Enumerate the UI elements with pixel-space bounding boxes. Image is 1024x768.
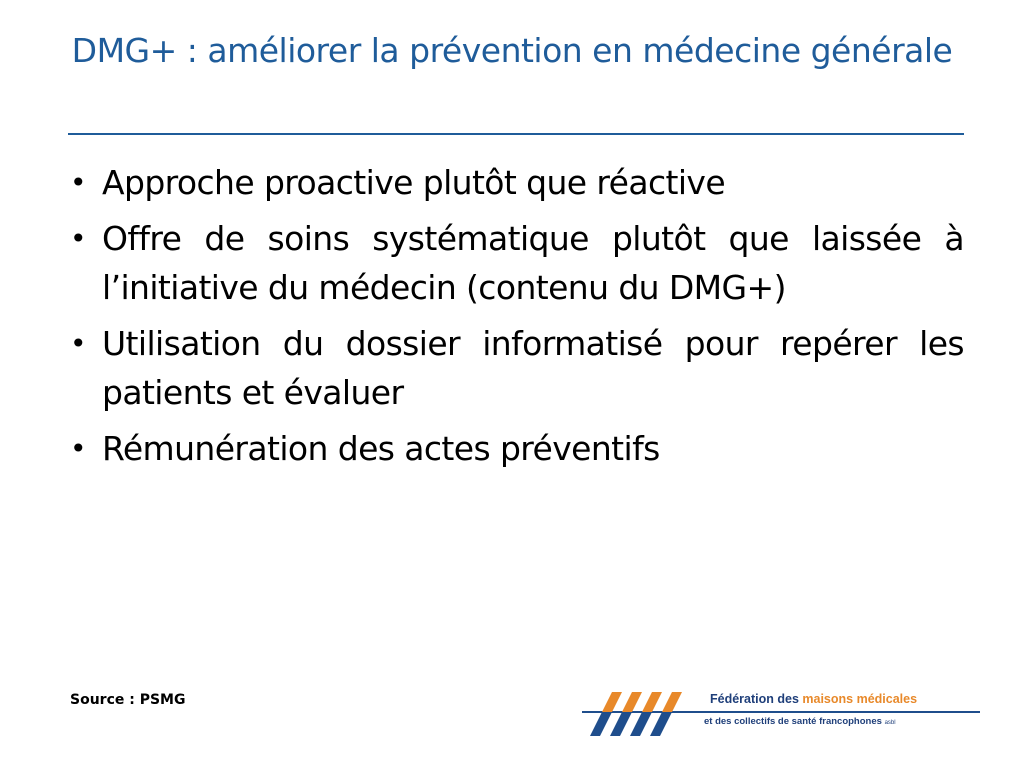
bullet-text: Approche proactive plutôt que réactive (102, 163, 726, 202)
logo-name-line-2: et des collectifs de santé francophones asbl (704, 716, 896, 727)
bullet-text: Utilisation du dossier informatisé pour repérer les patients et évaluer (102, 324, 964, 412)
slide-title: DMG+ : améliorer la prévention en médecine générale (71, 31, 953, 70)
federation-logo (582, 690, 982, 740)
bullet-marker: • (70, 327, 87, 360)
title-divider (68, 133, 964, 135)
bullet-item (70, 319, 964, 417)
bullet-text: Rémunération des actes préventifs (102, 429, 660, 468)
bullet-item (70, 214, 964, 312)
bullet-text: Offre de soins systématique plutôt que laissée à l’initiative du médecin (contenu du DMG+) (102, 219, 964, 307)
bullet-marker: • (70, 166, 87, 199)
bullet-marker: • (70, 222, 87, 255)
bullet-list (70, 158, 964, 480)
logo-name-line-1: Fédération des maisons médicales (710, 692, 918, 706)
source-note: Source : PSMG (70, 692, 186, 708)
bullet-marker: • (70, 432, 87, 465)
bullet-item (70, 424, 964, 473)
bullet-item (70, 158, 964, 207)
stripes-logo-icon (582, 690, 702, 738)
